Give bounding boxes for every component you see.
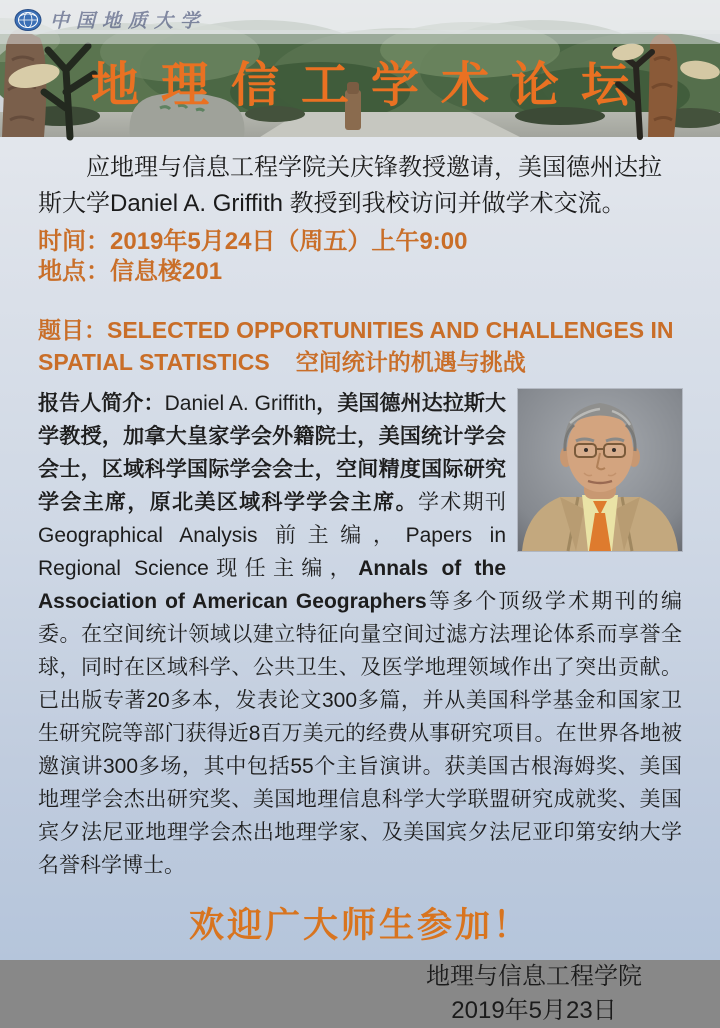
- bio-journal-bold: Annals of the Association of American Geographers: [38, 557, 506, 613]
- bio-label: 报告人简介：: [38, 392, 165, 415]
- lecture-topic: [38, 314, 682, 378]
- university-name: 中国地质大学: [50, 11, 207, 32]
- forum-title: 地理信工学术论坛: [90, 59, 651, 112]
- university-brand: [14, 6, 206, 33]
- place-label: 地点：: [38, 258, 110, 285]
- welcome-line: 欢迎广大师生参加！: [188, 906, 531, 945]
- time-label: 时间：: [38, 228, 110, 255]
- speaker-photo: [518, 389, 682, 551]
- university-globe-logo: [14, 8, 42, 32]
- speaker-name: Daniel A. Griffith: [164, 392, 317, 415]
- time-value: 2019年5月24日（周五）上午9:00: [110, 228, 468, 255]
- speaker-bio: [38, 387, 682, 882]
- header-banner: [0, 0, 720, 137]
- department-name: 地理与信息工程学院: [426, 963, 642, 990]
- signature-block: [38, 960, 682, 1028]
- topic-title-chinese: 空间统计的机遇与挑战: [295, 349, 526, 375]
- bio-editor-text: 学术期刊Geographical Analysis 前主编，Papers in Regional Science现任主编，: [38, 491, 507, 580]
- poster-body: [0, 150, 720, 1028]
- time-line: [38, 227, 682, 257]
- place-value: 信息楼201: [110, 258, 223, 285]
- bio-titles-bold: ，美国德州达拉斯大学教授，加拿大皇家学会外籍院士，美国统计学会会士，区域科学国际学会会士，空间精度国际研究学会主席，原北美区域科学学会主席。: [38, 392, 507, 514]
- topic-label: 题目：: [38, 317, 107, 343]
- place-line: [38, 257, 682, 287]
- invitation-paragraph: 应地理与信息工程学院关庆锋教授邀请，美国德州达拉斯大学Daniel A. Griffith 教授到我校访问并做学术交流。: [38, 154, 662, 217]
- issue-date: 2019年5月23日: [451, 997, 617, 1024]
- topic-title-english: SELECTED OPPORTUNITIES AND CHALLENGES IN SPATIAL STATISTICS: [38, 317, 674, 375]
- schedule-block: [38, 227, 682, 287]
- bio-rest-text: 等多个顶级学术期刊的编委。在空间统计领域以建立特征向量空间过滤方法理论体系而享誉全球，同时在区域科学、公共卫生、及医学地理领域作出了突出贡献。已出版专著20多本，发表论文300多篇，并从美国科学基金和国家卫生研究院等部门获得近8百万美元的经费从事研究项目。在世界各地被邀演讲300多场，其中包括55个主旨演讲。获美国古根海姆奖、美国地理学会杰出研究奖、美国地理信息科学大学联盟研究成就奖、美国宾夕法尼亚地理学会杰出地理学家、及美国宾夕法尼亚印第安纳大学名誉科学博士。: [38, 590, 682, 877]
